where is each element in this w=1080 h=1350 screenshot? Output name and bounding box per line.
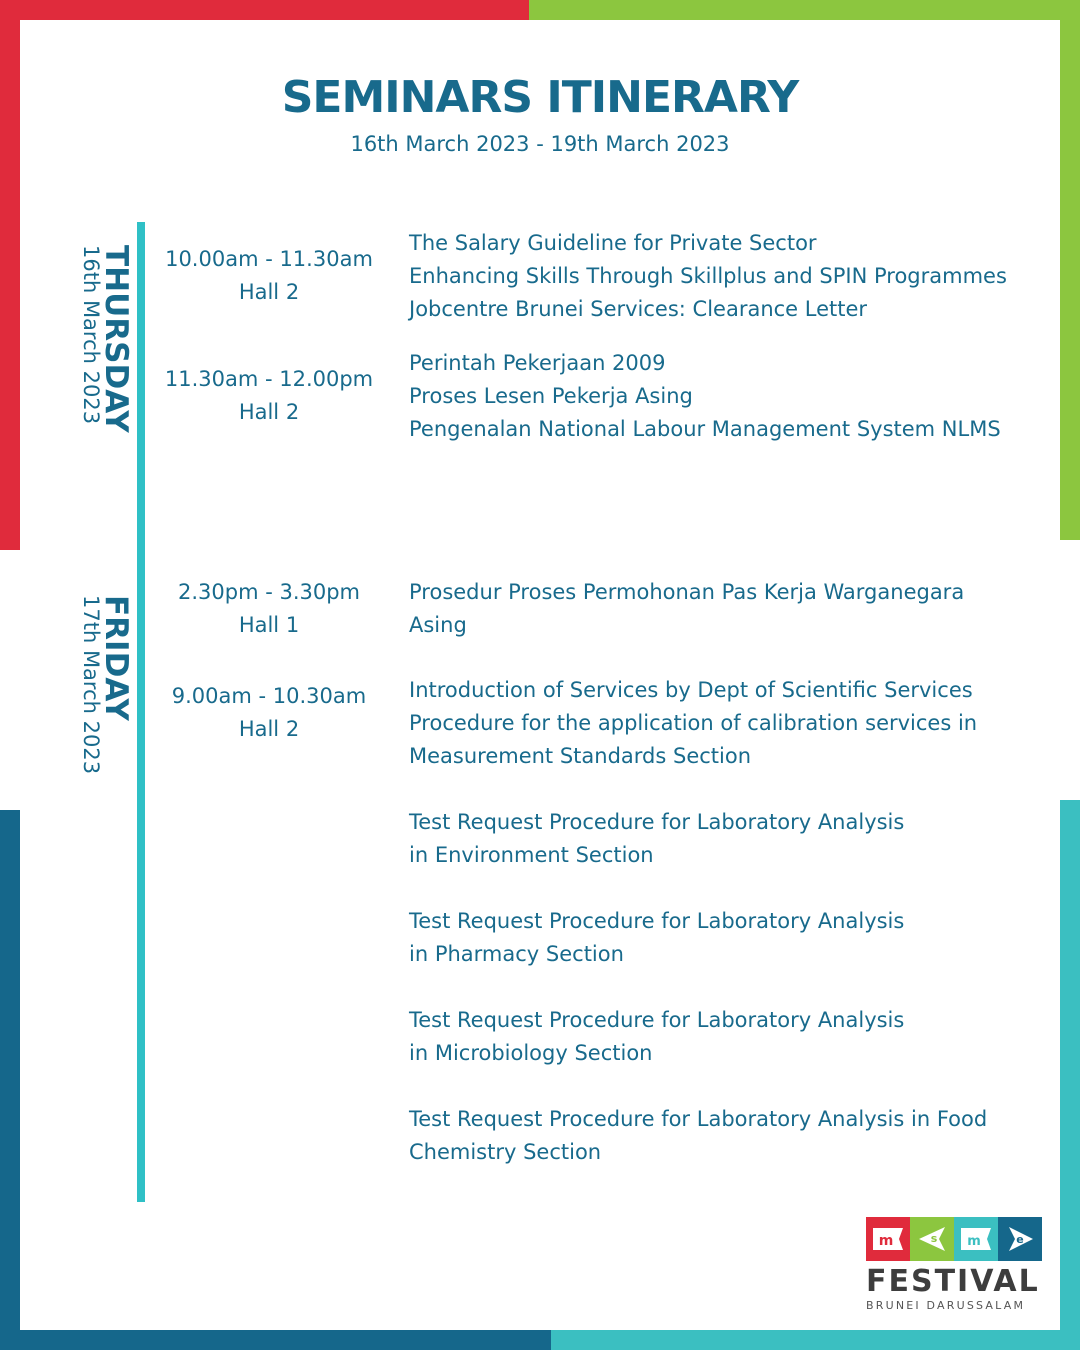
flag-icon <box>866 1217 910 1261</box>
session-topics <box>409 1004 929 1070</box>
timeline-line <box>137 222 145 1202</box>
topic-item: Test Request Procedure for Laboratory Analysis in Environment Section <box>409 810 905 867</box>
frame-bottom-teal <box>551 1330 1080 1350</box>
page-subtitle: 16th March 2023 - 19th March 2023 <box>350 132 730 156</box>
page-title: SEMINARS ITINERARY <box>281 72 799 123</box>
session-hall: Hall 2 <box>238 717 300 741</box>
frame-top-green <box>529 0 1080 20</box>
flag-icon <box>998 1217 1042 1261</box>
topic-item: The Salary Guideline for Private Sector <box>409 231 817 255</box>
frame-right-teal <box>1060 800 1080 1350</box>
topic-item: Introduction of Services by Dept of Scientific Services <box>409 678 973 702</box>
logo-tile-letter: e <box>1016 1233 1024 1246</box>
topic-item: Procedure for the application of calibration services in Measurement Standards Section <box>409 711 978 768</box>
session-time: 9.00am - 10.30am <box>171 684 367 708</box>
session-time-slot <box>160 363 378 429</box>
session-topics <box>409 806 929 872</box>
topic-item: Prosedur Proses Permohonan Pas Kerja Warganegara Asing <box>409 580 965 637</box>
frame-left-blue <box>0 810 20 1350</box>
session-time-slot <box>160 680 378 746</box>
topic-item: Test Request Procedure for Laboratory Analysis in Pharmacy Section <box>409 909 905 966</box>
topic-item: Test Request Procedure for Laboratory Analysis in Food Chemistry Section <box>409 1107 988 1164</box>
session-time-slot <box>160 576 378 642</box>
frame-bottom-blue <box>0 1330 551 1350</box>
flag-icon <box>910 1217 954 1261</box>
day-name: THURSDAY <box>98 245 134 433</box>
logo-tile-letter: s <box>930 1232 938 1245</box>
flag-icon <box>954 1217 998 1261</box>
logo-tagline: BRUNEI DARUSSALAM <box>866 1299 1026 1312</box>
topic-item: Pengenalan National Labour Management System NLMS <box>409 417 1001 441</box>
day-label-friday <box>79 595 134 775</box>
session-topics <box>409 905 929 971</box>
topic-item: Test Request Procedure for Laboratory Analysis in Microbiology Section <box>409 1008 905 1065</box>
frame-top-red <box>0 0 529 20</box>
logo-tile-letter: m <box>878 1233 894 1249</box>
session-topics <box>409 347 1029 446</box>
session-time: 11.30am - 12.00pm <box>164 367 374 391</box>
logo-tiles <box>866 1217 1046 1261</box>
day-name: FRIDAY <box>98 595 134 721</box>
session-hall: Hall 2 <box>238 280 300 304</box>
day-label-thursday <box>79 245 134 433</box>
session-topics <box>409 576 969 642</box>
session-time: 2.30pm - 3.30pm <box>177 580 361 604</box>
logo-wordmark: FESTIVAL <box>866 1264 1040 1299</box>
topic-item: Perintah Pekerjaan 2009 <box>409 351 666 375</box>
topic-item: Proses Lesen Pekerja Asing <box>409 384 693 408</box>
topic-item: Jobcentre Brunei Services: Clearance Letter <box>409 297 868 321</box>
session-topics <box>409 674 1029 773</box>
day-date: 16th March 2023 <box>79 245 103 425</box>
topic-item: Enhancing Skills Through Skillplus and SPIN Programmes <box>409 264 1007 288</box>
session-time-slot <box>160 243 378 309</box>
festival-logo <box>866 1217 1046 1317</box>
session-topics <box>409 1103 989 1169</box>
logo-tile-letter: m <box>967 1234 981 1249</box>
session-topics <box>409 227 1029 326</box>
session-hall: Hall 1 <box>238 613 300 637</box>
session-time: 10.00am - 11.30am <box>165 247 373 271</box>
day-date: 17th March 2023 <box>79 595 103 775</box>
session-hall: Hall 2 <box>238 400 300 424</box>
